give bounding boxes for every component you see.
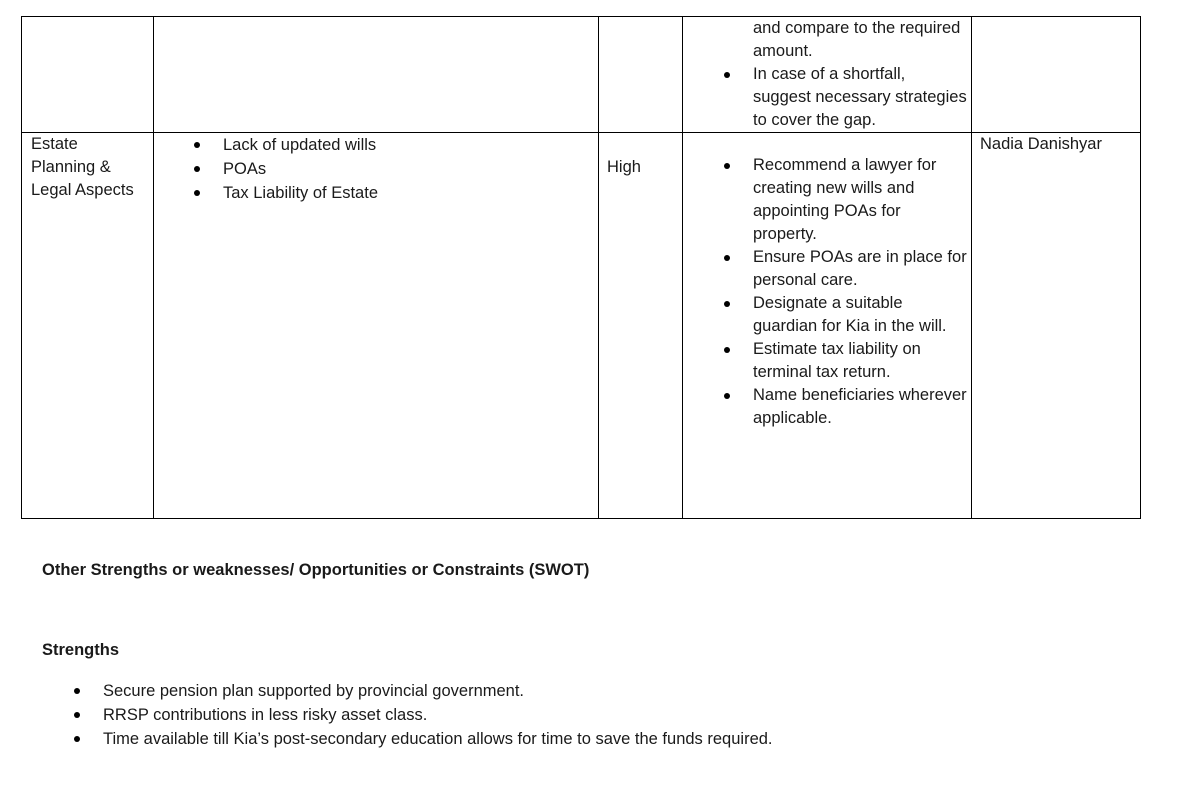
responsible-person: Nadia Danishyar xyxy=(980,135,1102,153)
priority-value: High xyxy=(607,158,641,176)
list-item: Recommend a lawyer for creating new wills and appointing POAs for property. xyxy=(722,154,967,246)
continued-recommendations-cell xyxy=(722,17,967,132)
column-border xyxy=(21,16,22,519)
recommendations-cell xyxy=(722,154,967,430)
responsible-cell xyxy=(980,133,1138,156)
list-item: Name beneficiaries wherever applicable. xyxy=(722,384,967,430)
column-border xyxy=(153,16,154,519)
table-right-border xyxy=(1140,16,1141,519)
list-item: POAs xyxy=(192,157,592,181)
table-top-border xyxy=(21,16,1141,17)
list-item: Estimate tax liability on terminal tax return. xyxy=(722,338,967,384)
area-label: Estate Planning & Legal Aspects xyxy=(31,135,134,199)
issues-cell xyxy=(192,133,592,205)
list-item: Ensure POAs are in place for personal care. xyxy=(722,246,967,292)
list-item: Designate a suitable guardian for Kia in the will. xyxy=(722,292,967,338)
issues-list xyxy=(192,133,592,205)
list-item: In case of a shortfall, suggest necessary strategies to cover the gap. xyxy=(722,63,967,132)
strengths-heading: Strengths xyxy=(42,641,120,659)
strengths-list xyxy=(72,679,773,751)
column-border xyxy=(598,16,599,519)
swot-title: Other Strengths or weaknesses/ Opportunities or Constraints (SWOT) xyxy=(42,561,590,579)
area-cell xyxy=(31,133,146,202)
recommendations-list xyxy=(722,154,967,430)
continued-recommendations-list xyxy=(722,63,967,132)
list-item: Secure pension plan supported by provincial government. xyxy=(72,679,773,703)
table-bottom-border xyxy=(21,518,1141,519)
list-item: Tax Liability of Estate xyxy=(192,181,592,205)
priority-cell xyxy=(607,156,677,179)
list-item: Lack of updated wills xyxy=(192,133,592,157)
list-item: Time available till Kia’s post-secondary education allows for time to save the funds required. xyxy=(72,727,773,751)
column-border xyxy=(682,16,683,519)
recommendation-continuation: and compare to the required amount. xyxy=(753,19,961,60)
column-border xyxy=(971,16,972,519)
list-item: RRSP contributions in less risky asset class. xyxy=(72,703,773,727)
